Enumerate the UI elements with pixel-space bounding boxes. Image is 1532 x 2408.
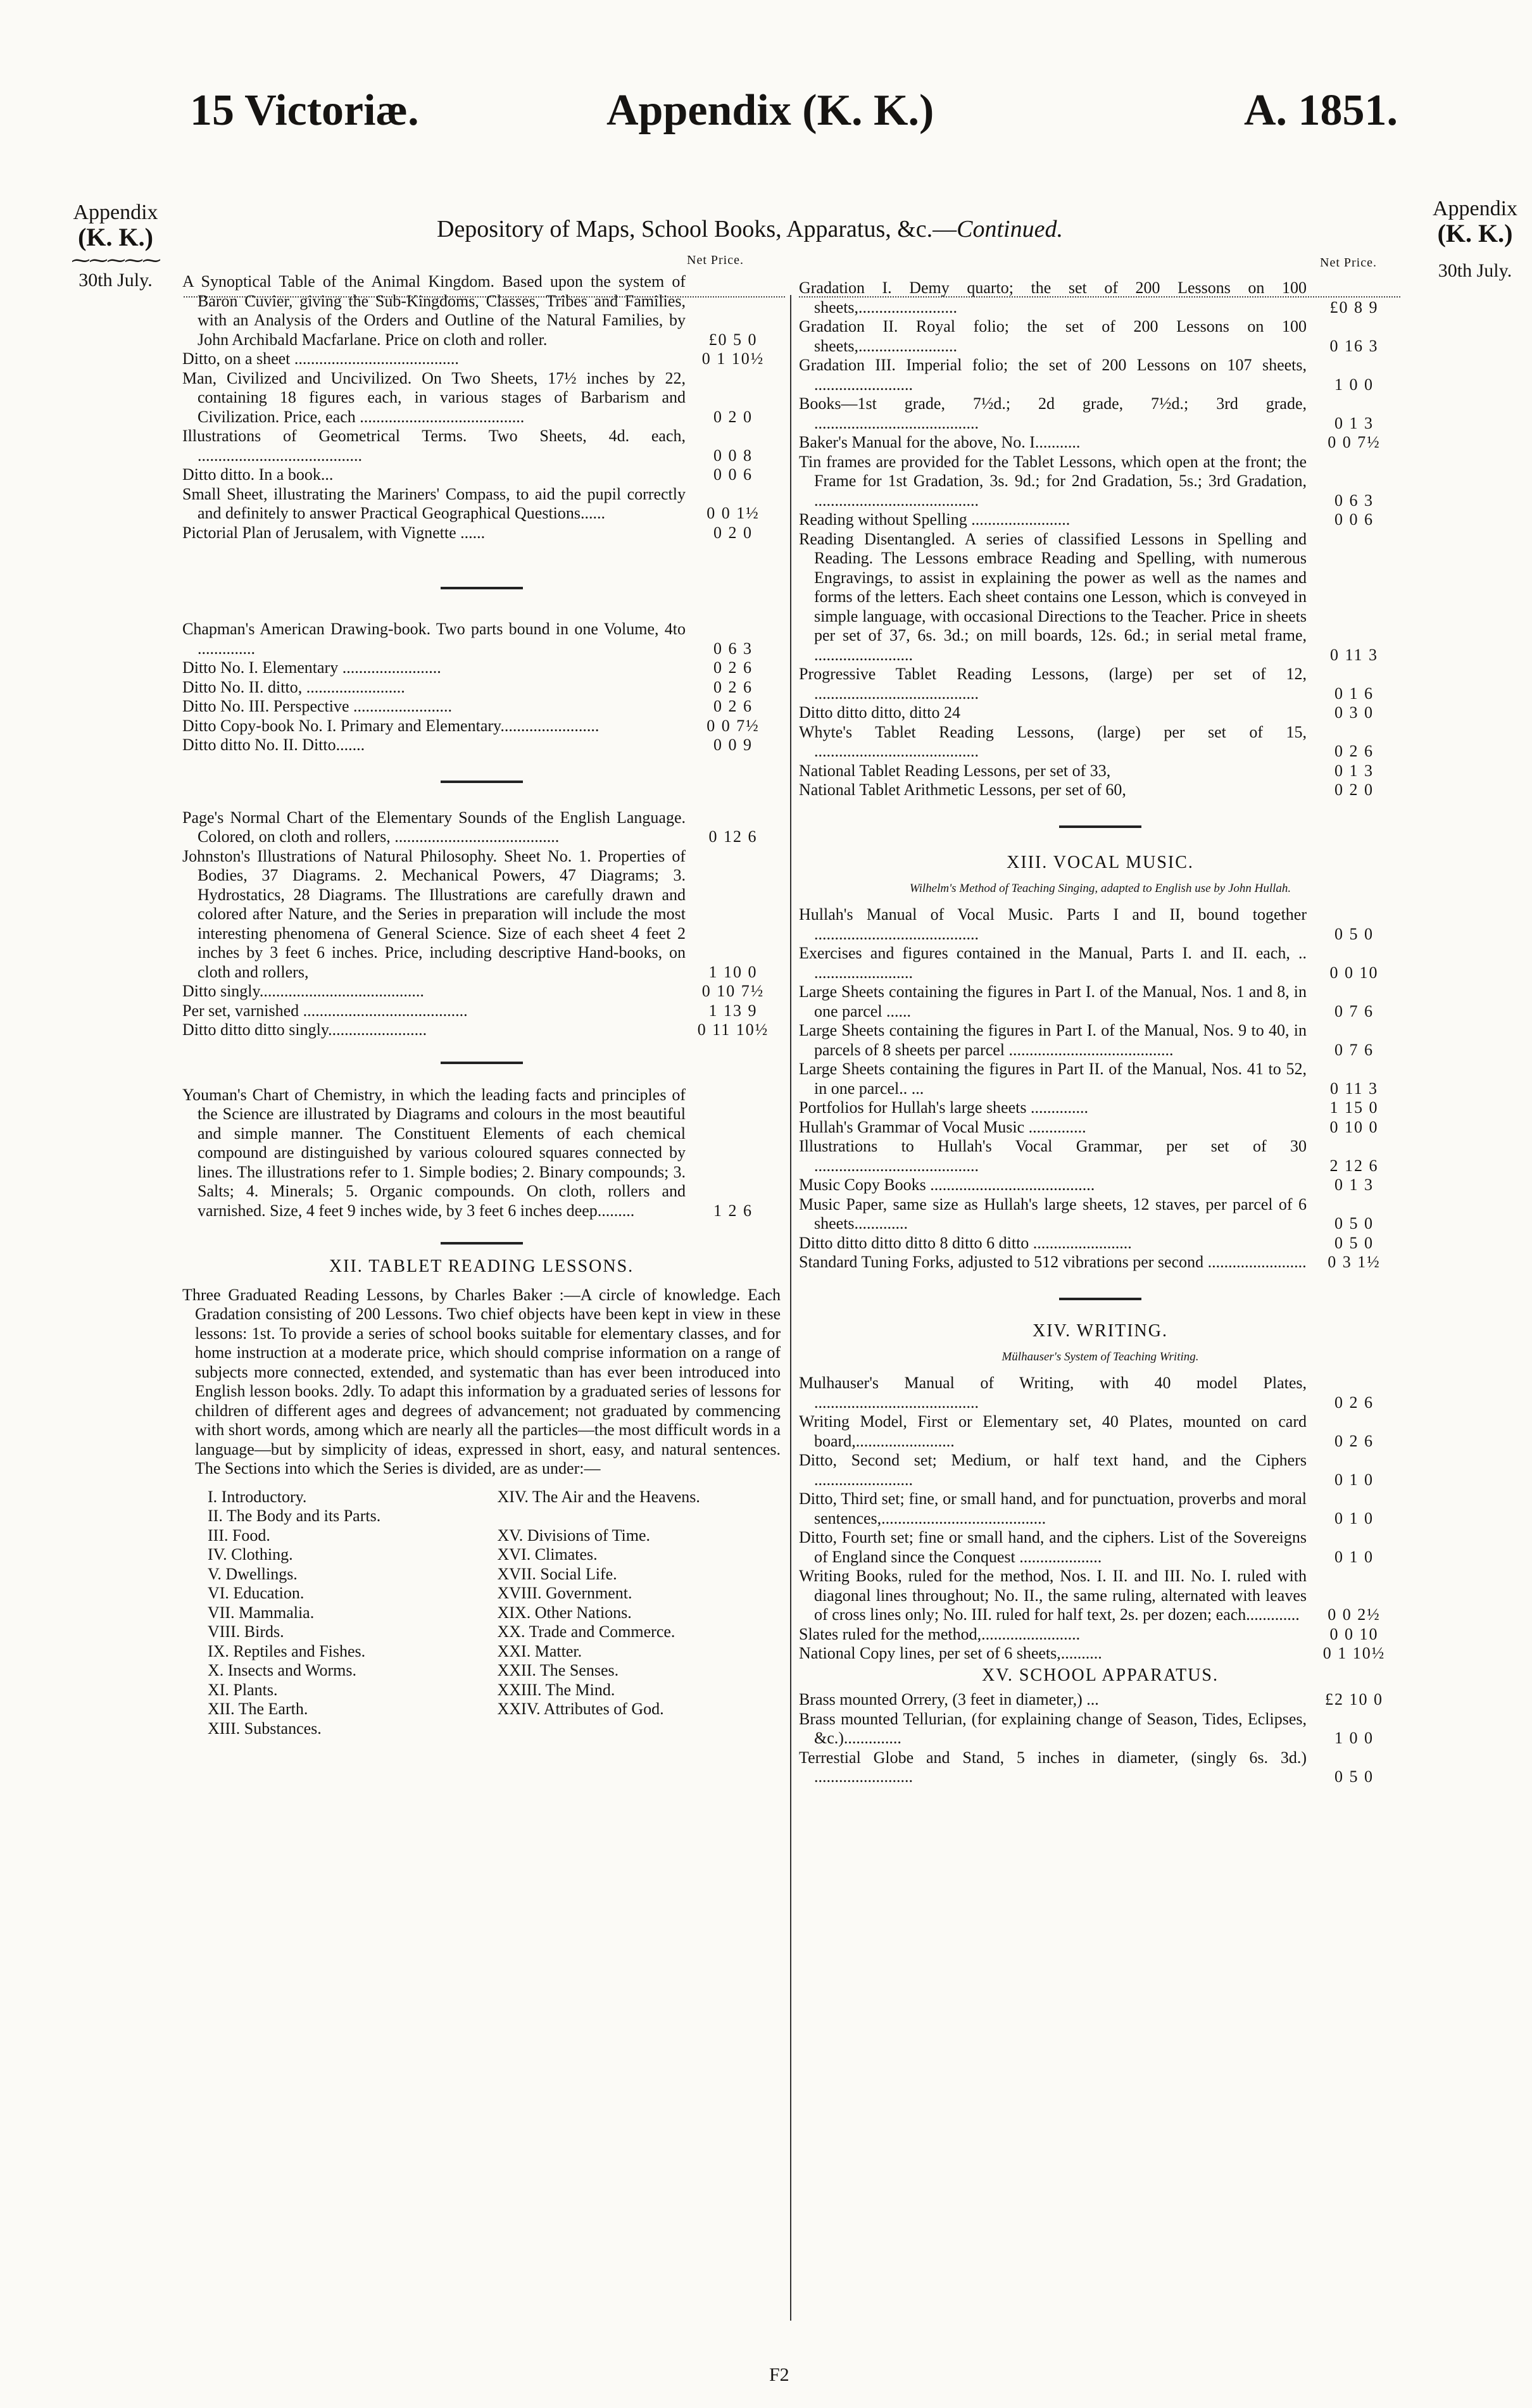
price-entry [182, 736, 781, 755]
entry-description: Pictorial Plan of Jerusalem, with Vignette ...... [182, 523, 486, 542]
vocal-music-subtitle: Wilhelm's Method of Teaching Singing, adapted to English use by John Hullah. [909, 882, 1291, 895]
price-entry [799, 703, 1402, 723]
price-entry [182, 982, 781, 1001]
price-entry [182, 349, 781, 369]
left-block-chemistry [182, 1086, 781, 1221]
entry-description: Illustrations of Geometrical Terms. Two Sheets, 4d. each, ........................................ [182, 427, 686, 465]
entry-price: 0 11 3 [1329, 645, 1379, 664]
entry-price: £0 5 0 [708, 330, 758, 349]
entry-description: Ditto, on a sheet ........................................ [182, 349, 459, 368]
entry-description: Brass mounted Orrery, (3 feet in diameter,) ... [799, 1690, 1099, 1709]
entry-description: National Copy lines, per set of 6 sheets,.......... [799, 1644, 1102, 1662]
section-list-item: XI. Plants. [208, 1680, 278, 1699]
price-entry [799, 1690, 1402, 1710]
entry-price: 0 3 0 [1334, 703, 1374, 722]
page-title [437, 215, 1063, 243]
entry-description: Ditto ditto. In a book... [182, 465, 334, 484]
margin-date: 30th July. [78, 270, 153, 291]
entry-description: Books—1st grade, 7½d.; 2d grade, 7½d.; 3rd grade, ........................................ [799, 394, 1307, 432]
section-list-item: IX. Reptiles and Fishes. [208, 1641, 366, 1660]
entry-price: 0 1 3 [1334, 413, 1374, 432]
price-entry [799, 905, 1402, 944]
entry-price: 1 2 6 [713, 1201, 753, 1220]
entry-description: Ditto, Fourth set; fine or small hand, and the ciphers. List of the Sovereigns of England since the Conquest .................... [799, 1528, 1307, 1566]
entry-description: Ditto singly........................................ [182, 982, 424, 1000]
section-list-item: II. The Body and its Parts. [208, 1507, 381, 1525]
price-entry [799, 1253, 1402, 1272]
entry-price: 0 0 6 [1334, 510, 1374, 529]
price-entry [799, 1567, 1402, 1625]
tablet-reading-description: Three Graduated Reading Lessons, by Charles Baker :—A circle of knowledge. Each Gradation consisting of 200 Lessons. Two chief objects have been kept in view in these lessons: 1st. To provide a series of school books suitable for elementary classes, and for home instruction at a moderate price, which should comprise information on a range of subjects more connected, extended, and systematic than has ever been introduced into English lesson books. 2dly. To adapt this information by a graduated series of lessons for children of different ages and degrees of advancement; not graduated by commencing with short words, among which are nearly all the particles—the most difficult words in a language—but by simplicity of ideas, expressed in short, easy, and natural sentences. The Sections into which the Series is divided, are as under:— [182, 1285, 781, 1477]
section-list-item: VII. Mammalia. [208, 1603, 315, 1622]
entry-price: 0 5 0 [1334, 1233, 1374, 1252]
entry-price: 0 7 6 [1334, 1001, 1374, 1020]
entry-description: Illustrations to Hullah's Vocal Grammar, per set of 30 ........................................ [799, 1137, 1307, 1175]
separator-rule [441, 587, 523, 589]
section-list-item: I. Introductory. [208, 1487, 307, 1506]
entry-price: 0 0 2½ [1328, 1605, 1381, 1624]
section-list-item: XXII. The Senses. [497, 1661, 619, 1679]
entry-price: 0 6 3 [713, 639, 753, 658]
entry-price: 0 0 10 [1329, 963, 1379, 982]
price-entry [799, 1451, 1402, 1489]
entry-description: Per set, varnished ........................................ [182, 1001, 468, 1020]
entry-description: Man, Civilized and Uncivilized. On Two Sheets, 17½ inches by 22, containing 18 figures each, in various stages of Barbarism and Civilization. Price, each ........................................ [182, 368, 686, 426]
entry-description: Brass mounted Tellurian, (for explaining change of Season, Tides, Eclipses, &c.).............. [799, 1709, 1307, 1747]
entry-description: Writing Model, First or Elementary set, 40 Plates, mounted on card board,........................ [799, 1412, 1307, 1450]
section-title-writing: XIV. WRITING. [1033, 1320, 1168, 1341]
entry-description: Chapman's American Drawing-book. Two parts bound in one Volume, 4to .............. [182, 620, 686, 658]
section-list-item: V. Dwellings. [208, 1564, 298, 1583]
left-column [182, 272, 781, 1738]
entry-description: Ditto ditto No. II. Ditto....... [182, 736, 365, 754]
margin-appendix-code: (K. K.) [78, 222, 153, 251]
price-entry [799, 356, 1402, 394]
column-divider [790, 295, 791, 2321]
price-entry [799, 1644, 1402, 1664]
left-block-animal-kingdom [182, 272, 781, 542]
entry-price: 0 2 6 [713, 677, 753, 696]
page-title-continued: Continued. [957, 216, 1063, 242]
section-list-item: XXIII. The Mind. [497, 1680, 615, 1699]
margin-flourish: ⁓⁓⁓⁓⁓ [71, 249, 160, 271]
price-entry [799, 1021, 1402, 1060]
entry-description: Ditto No. I. Elementary ........................ [182, 658, 441, 677]
entry-price: 0 1 10½ [701, 349, 765, 368]
price-entry [799, 394, 1402, 433]
entry-price: 0 0 6 [713, 465, 753, 484]
price-entry [799, 1118, 1402, 1138]
entry-description: National Tablet Arithmetic Lessons, per set of 60, [799, 781, 1126, 799]
price-entry [182, 1020, 781, 1040]
entry-price: 0 5 0 [1334, 924, 1374, 943]
entry-price: 0 11 3 [1329, 1079, 1379, 1098]
entry-description: Hullah's Grammar of Vocal Music .............. [799, 1117, 1086, 1136]
price-entry [799, 762, 1402, 781]
price-entry [799, 1412, 1402, 1451]
signature-mark: F2 [769, 2364, 789, 2385]
price-entry [799, 781, 1402, 800]
entry-price: 0 1 10½ [1322, 1644, 1386, 1662]
entry-price: 0 12 6 [708, 827, 758, 846]
price-entry [182, 620, 781, 658]
entry-description: Ditto, Second set; Medium, or half text hand, and the Ciphers ........................ [799, 1451, 1307, 1489]
section-list-item: XXI. Matter. [497, 1641, 582, 1660]
price-entry [182, 697, 781, 717]
section-list-item: XIV. The Air and the Heavens. [497, 1487, 700, 1506]
section-list-item: XVI. Climates. [497, 1545, 598, 1564]
price-entry [799, 665, 1402, 703]
price-entry [182, 808, 781, 847]
price-entry [182, 485, 781, 524]
entry-price: 0 7 6 [1334, 1040, 1374, 1059]
price-entry [799, 1489, 1402, 1528]
section-list-item [498, 1719, 781, 1739]
entry-price: 0 2 6 [1334, 1393, 1374, 1412]
price-entry [182, 717, 781, 736]
entry-description: Reading without Spelling ........................ [799, 510, 1071, 529]
entry-price: 0 2 6 [713, 697, 753, 715]
entry-description: Gradation II. Royal folio; the set of 200 Lessons on 100 sheets,........................ [799, 317, 1307, 355]
section-list-item: IV. Clothing. [208, 1545, 293, 1564]
entry-description: Ditto No. II. ditto, ........................ [182, 677, 405, 696]
entry-price: 0 0 7½ [1328, 433, 1381, 451]
left-block-drawing-books [182, 620, 781, 755]
section-list-item: VI. Education. [208, 1584, 305, 1602]
entry-price: 0 0 9 [713, 736, 753, 754]
entry-description: Mulhauser's Manual of Writing, with 40 model Plates, ........................................ [799, 1374, 1307, 1412]
price-entry [182, 658, 781, 678]
margin-appendix-label: Appendix [73, 201, 158, 224]
price-entry [799, 944, 1402, 982]
entry-description: Slates ruled for the method,........................ [799, 1624, 1081, 1643]
entry-price: 0 2 6 [1334, 742, 1374, 760]
price-entry [182, 524, 781, 543]
margin-note-left [60, 201, 171, 291]
left-block-charts [182, 808, 781, 1040]
entry-price: 0 1 0 [1334, 1547, 1374, 1566]
entry-price: 0 5 0 [1334, 1767, 1374, 1786]
net-price-label-left: Net Price. [687, 253, 744, 267]
entry-price: 0 1 0 [1334, 1470, 1374, 1489]
entry-description: National Tablet Reading Lessons, per set of 33, [799, 761, 1111, 780]
net-price-label-right: Net Price. [1320, 256, 1377, 270]
entry-description: Progressive Tablet Reading Lessons, (large) per set of 12, ........................................ [799, 665, 1307, 703]
price-entry [182, 678, 781, 698]
entry-description: Music Copy Books ........................................ [799, 1176, 1095, 1194]
separator-rule [1059, 825, 1141, 828]
entry-price: 1 0 0 [1334, 375, 1374, 394]
entry-description: Gradation III. Imperial folio; the set of 200 Lessons on 107 sheets, ........................ [799, 356, 1307, 394]
tablet-sections-list [182, 1488, 781, 1739]
entry-description: Writing Books, ruled for the method, Nos. I. II. and III. No. I. ruled with diagonal lines throughout; No. II., the same ruling, alternated with leaves of cross lines only; No. III. ruled for half text, 2s. per dozen; each............. [799, 1567, 1307, 1624]
price-entry [799, 1234, 1402, 1253]
price-entry [799, 1528, 1402, 1567]
separator-rule [441, 1062, 523, 1064]
entry-price: 0 10 0 [1329, 1117, 1379, 1136]
entry-description: Baker's Manual for the above, No. I........... [799, 433, 1081, 451]
entry-price: 0 0 1½ [706, 504, 760, 522]
margin-appendix-code-right: (K. K.) [1437, 218, 1513, 248]
price-entry [182, 465, 781, 485]
entry-price: £0 8 9 [1329, 298, 1379, 317]
price-entry [182, 369, 781, 427]
section-list-item [498, 1507, 781, 1526]
entry-price: 0 2 6 [713, 658, 753, 677]
right-block-gradations [799, 279, 1402, 800]
entry-price: 1 0 0 [1334, 1729, 1374, 1747]
entry-price: 1 10 0 [708, 962, 758, 981]
entry-price: £2 10 0 [1325, 1690, 1383, 1709]
entry-description: Ditto No. III. Perspective ........................ [182, 697, 453, 715]
margin-note-right [1418, 198, 1532, 280]
page-title-text: Depository of Maps, School Books, Apparatus, &c.— [437, 216, 957, 242]
section-list-item: XIX. Other Nations. [497, 1603, 632, 1622]
price-entry [799, 723, 1402, 762]
margin-date-right: 30th July. [1438, 260, 1512, 281]
price-entry [799, 279, 1402, 317]
entry-description: Large Sheets containing the figures in Part I. of the Manual, Nos. 1 and 8, in one parcel ...... [799, 982, 1307, 1020]
section-list-item: XX. Trade and Commerce. [497, 1622, 675, 1641]
price-entry [799, 453, 1402, 511]
header-appendix: Appendix (K. K.) [606, 86, 934, 135]
right-block-vocal-music [799, 905, 1402, 1272]
separator-rule [1059, 1298, 1141, 1300]
separator-rule [441, 781, 523, 783]
section-title-school-apparatus: XV. SCHOOL APPARATUS. [982, 1665, 1219, 1685]
entry-price: 1 15 0 [1329, 1098, 1379, 1117]
section-title-tablet-reading: XII. TABLET READING LESSONS. [329, 1257, 634, 1276]
separator-rule [441, 1242, 523, 1245]
section-list-item: VIII. Birds. [208, 1622, 284, 1641]
entry-description: Portfolios for Hullah's large sheets .............. [799, 1098, 1088, 1117]
entry-price: 0 0 8 [713, 446, 753, 465]
entry-price: 0 6 3 [1334, 491, 1374, 510]
price-entry [799, 317, 1402, 356]
entry-description: Hullah's Manual of Vocal Music. Parts I and II, bound together ........................................ [799, 905, 1307, 943]
entry-description: A Synoptical Table of the Animal Kingdom. Based upon the system of Baron Cuvier, giving the Sub-Kingdoms, Classes, Tribes and Families, with an Analysis of the Orders and Outline of the Natural Families, by John Archibald Macfarlane. Price on cloth and roller. [182, 272, 686, 349]
section-list-item: XVII. Social Life. [497, 1564, 617, 1583]
entry-price: 0 0 10 [1329, 1624, 1379, 1643]
section-list-item: XII. The Earth. [208, 1700, 308, 1718]
entry-price: 0 11 10½ [697, 1020, 769, 1039]
price-entry [799, 1060, 1402, 1098]
price-entry [182, 272, 781, 349]
entry-price: 0 1 3 [1334, 1176, 1374, 1194]
price-entry [182, 1086, 781, 1221]
entry-price: 0 10 7½ [701, 982, 765, 1000]
entry-description: Standard Tuning Forks, adjusted to 512 vibrations per second ........................ [799, 1253, 1307, 1271]
price-entry [799, 1710, 1402, 1748]
price-entry [799, 1098, 1402, 1118]
entry-description: Ditto ditto ditto, ditto 24 [799, 703, 960, 722]
price-entry [799, 1748, 1402, 1787]
entry-description: Youman's Chart of Chemistry, in which the leading facts and principles of the Science are illustrated by Diagrams and colours in the most beautiful and simple manner. The Constituent Elements of each chemical compound are distinguished by various coloured squares connected by lines. The illustrations refer to 1. Simple bodies; 2. Binary compounds; 3. Salts; 4. Minerals; 5. Organic compounds. On cloth, rollers and varnished. Size, 4 feet 9 inches wide, by 3 feet 6 inches deep......... [182, 1085, 686, 1220]
entry-description: Ditto ditto ditto singly........................ [182, 1020, 427, 1039]
entry-description: Ditto ditto ditto ditto 8 ditto 6 ditto ........................ [799, 1233, 1132, 1252]
section-list-item: X. Insects and Worms. [208, 1661, 357, 1679]
entry-description: Ditto Copy-book No. I. Primary and Elementary........................ [182, 716, 600, 735]
entry-description: Gradation I. Demy quarto; the set of 200 Lessons on 100 sheets,........................ [799, 279, 1307, 317]
price-entry [799, 510, 1402, 530]
entry-description: Small Sheet, illustrating the Mariners' Compass, to aid the pupil correctly and definitely to answer Practical Geographical Questions...... [182, 484, 686, 522]
entry-price: 0 2 0 [713, 523, 753, 542]
entry-price: 2 12 6 [1329, 1156, 1379, 1175]
entry-description: Ditto, Third set; fine, or small hand, and for punctuation, proverbs and moral sentences,........................................ [799, 1489, 1307, 1527]
entry-price: 0 5 0 [1334, 1214, 1374, 1232]
price-entry [799, 530, 1402, 665]
price-entry [182, 847, 781, 982]
margin-appendix-label-right: Appendix [1432, 198, 1518, 220]
entry-price: 0 16 3 [1329, 336, 1379, 355]
entry-description: Music Paper, same size as Hullah's large sheets, 12 staves, per parcel of 6 sheets............. [799, 1195, 1307, 1232]
writing-subtitle: Mülhauser's System of Teaching Writing. [1001, 1350, 1199, 1364]
entry-description: Tin frames are provided for the Tablet Lessons, which open at the front; the Frame for 1st Gradation, 3s. 9d.; for 2nd Gradation, 5s.; 3rd Gradation, ........................................ [799, 452, 1307, 510]
price-entry [799, 1625, 1402, 1645]
entry-price: 0 1 3 [1334, 761, 1374, 780]
entry-price: 0 1 0 [1334, 1508, 1374, 1527]
entry-price: 1 13 9 [708, 1001, 758, 1020]
entry-price: 0 2 6 [1334, 1431, 1374, 1450]
price-entry [182, 427, 781, 465]
section-list-item: III. Food. [208, 1526, 270, 1545]
entry-description: Whyte's Tablet Reading Lessons, (large) per set of 15, ........................................ [799, 722, 1307, 760]
entry-description: Reading Disentangled. A series of classified Lessons in Spelling and Reading. The Lessons embrace Reading and Spelling, with numerous Engravings, to assist in explaining the power as well as the names and forms of the letters. Each sheet contains one Lesson, which is conveyed in simple language, with occasional Directions to the Teacher. Price in sheets per set of 37, 6s. 3d.; on mill boards, 12s. 6d.; in serial metal frame, ........................ [799, 529, 1307, 664]
entry-price: 0 2 0 [1334, 781, 1374, 799]
entry-description: Exercises and figures contained in the Manual, Parts I. and II. each, .. ........................ [799, 944, 1307, 982]
entry-description: Large Sheets containing the figures in Part II. of the Manual, Nos. 41 to 52, in one parcel.. ... [799, 1060, 1307, 1098]
section-title-vocal-music: XIII. VOCAL MUSIC. [1007, 852, 1194, 872]
section-list-item: XXIV. Attributes of God. [497, 1700, 664, 1718]
entry-price: 0 0 7½ [706, 716, 760, 735]
section-list-item: XIII. Substances. [208, 1719, 322, 1738]
price-entry [799, 1176, 1402, 1195]
entry-description: Johnston's Illustrations of Natural Philosophy. Sheet No. 1. Properties of Bodies, 37 Diagrams. 2. Mechanical Powers, 47 Diagrams; 3. Hydrostatics, 28 Diagrams. The Illustrations are carefully drawn and colored after Nature, and the Series in preparation will include the most interesting phenomena of General Science. Size of each sheet 4 feet 2 inches by 3 feet 6 inches. Price, including descriptive Hand-books, on cloth and rollers, [182, 846, 686, 981]
price-entry [799, 1374, 1402, 1412]
entry-description: Terrestial Globe and Stand, 5 inches in diameter, (singly 6s. 3d.) ........................ [799, 1748, 1307, 1786]
entry-price: 0 1 6 [1334, 684, 1374, 703]
price-entry [799, 1137, 1402, 1176]
price-entry [799, 982, 1402, 1021]
price-entry [799, 1195, 1402, 1234]
price-entry [799, 433, 1402, 453]
price-entry [182, 1001, 781, 1021]
header-year: A. 1851. [1244, 86, 1398, 135]
entry-price: 0 2 0 [713, 407, 753, 426]
entry-price: 0 3 1½ [1328, 1253, 1381, 1271]
entry-description: Large Sheets containing the figures in Part I. of the Manual, Nos. 9 to 40, in parcels of 8 sheets per parcel ........................................ [799, 1021, 1307, 1059]
right-block-writing [799, 1374, 1402, 1664]
section-list-item: XVIII. Government. [497, 1584, 632, 1602]
right-block-apparatus [799, 1690, 1402, 1787]
entry-description: Page's Normal Chart of the Elementary Sounds of the English Language. Colored, on cloth and rollers, ........................................ [182, 808, 686, 846]
right-column [799, 279, 1402, 1787]
header-session: 15 Victoriæ. [190, 86, 419, 135]
section-list-item: XV. Divisions of Time. [497, 1526, 651, 1545]
